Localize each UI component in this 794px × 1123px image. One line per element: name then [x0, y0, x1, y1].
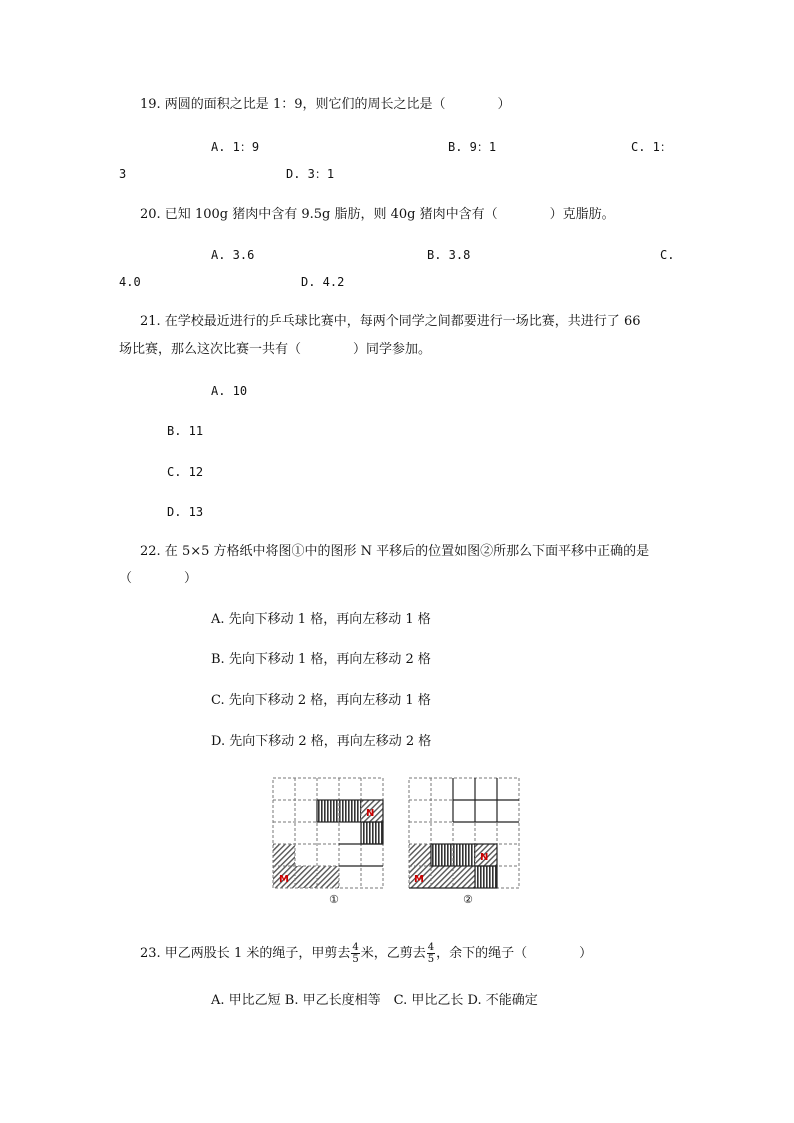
q19-option-c: C. 1：: [631, 140, 672, 154]
q21-option-d: D. 13: [167, 505, 204, 519]
q21-stem-line1: 21. 在学校最近进行的乒乓球比赛中，每两个同学之间都要进行一场比赛，共进行了 66: [140, 314, 641, 329]
figure-1-label-m: M: [279, 874, 289, 885]
q21-option-a: A. 10: [211, 384, 248, 398]
q20-option-b: B. 3.8: [427, 248, 471, 262]
fraction-denominator: 5: [352, 954, 359, 965]
q19-option-b: B. 9：1: [448, 140, 497, 154]
q19-option-d: D. 3：1: [286, 167, 335, 181]
q19-stem: 19. 两圆的面积之比是 1：9，则它们的周长之比是（ ）: [140, 97, 511, 112]
q23-fraction-a: [351, 942, 359, 965]
q22-option-a: A. 先向下移动 1 格，再向左移动 1 格: [211, 612, 431, 627]
q23-options: A. 甲比乙短 B. 甲乙长度相等 C. 甲比乙长 D. 不能确定: [211, 993, 538, 1008]
q21-stem-line2: 场比赛，那么这次比赛一共有（ ）同学参加。: [119, 342, 432, 357]
q20-option-c: C.: [660, 248, 675, 262]
q21-option-c: C. 12: [167, 465, 204, 479]
figure-2-label-m: M: [414, 874, 424, 885]
figure-1-label-n: N: [366, 808, 375, 819]
figure-2-grid: [409, 778, 519, 906]
q20-option-a: A. 3.6: [211, 248, 255, 262]
q23-stem-post: ，余下的绳子（ ）: [436, 946, 593, 961]
translation-figures: [0, 772, 794, 912]
q19-option-a: A. 1：9: [211, 140, 260, 154]
q22-option-b: B. 先向下移动 1 格，再向左移动 2 格: [211, 652, 431, 667]
q20-option-c-continued: 4.0: [119, 275, 141, 289]
figure-2-caption: ②: [463, 893, 473, 906]
figure-1-grid: [273, 778, 383, 906]
q19-option-c-continued: 3: [119, 167, 127, 181]
q23-stem-pre: 23. 甲乙两股长 1 米的绳子，甲剪去: [140, 946, 351, 961]
fraction-denominator: 5: [427, 954, 435, 965]
q20-option-d: D. 4.2: [301, 275, 345, 289]
figure-2-label-n: N: [480, 852, 489, 863]
q20-stem: 20. 已知 100g 猪肉中含有 9.5g 脂肪，则 40g 猪肉中含有（ ）克脂肪。: [140, 207, 615, 222]
q22-option-c: C. 先向下移动 2 格，再向左移动 1 格: [211, 693, 431, 708]
fraction-numerator: 4: [427, 942, 435, 953]
fraction-numerator: 4: [352, 942, 359, 953]
q23-stem: [140, 942, 592, 965]
q22-stem-line2: （ ）: [119, 571, 198, 586]
q23-stem-mid: 米，乙剪去: [360, 946, 426, 961]
figure-1-caption: ①: [329, 893, 339, 906]
q22-option-d: D. 先向下移动 2 格，再向左移动 2 格: [211, 734, 432, 749]
q21-option-b: B. 11: [167, 424, 204, 438]
q22-stem-line1: 22. 在 5×5 方格纸中将图①中的图形 N 平移后的位置如图②所那么下面平移中正确的是: [140, 544, 650, 559]
q23-fraction-b: [427, 942, 435, 965]
